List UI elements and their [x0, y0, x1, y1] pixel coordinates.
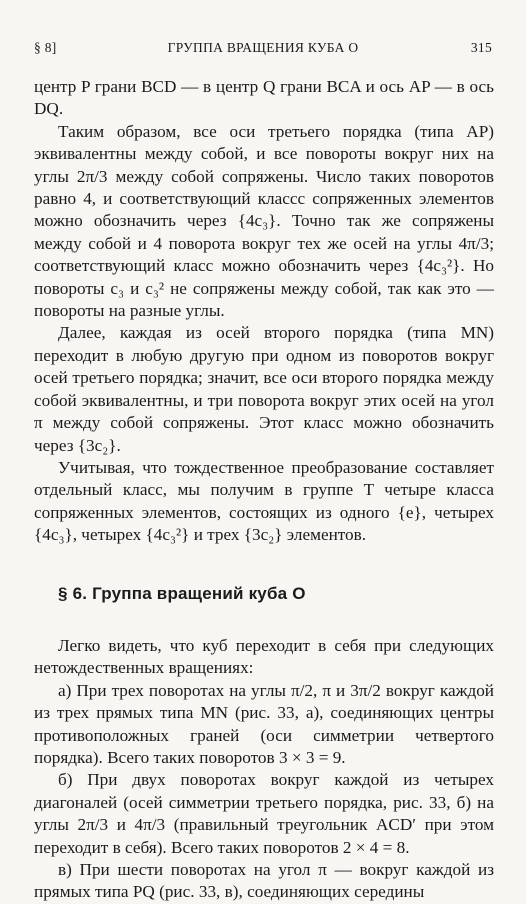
- paragraph-4: Учитывая, что тождественное преобразование составляет отдельный класс, мы получим в группе T четыре класса сопряженных элементов, состоящих из одного {e}, четырех {4c₃}, четырех {4c₃²} и трех {3c₂} элементов.: [34, 457, 494, 545]
- header-section: § 8]: [34, 40, 57, 55]
- section-heading: § 6. Группа вращений куба O: [58, 583, 306, 603]
- running-header: [34, 40, 492, 58]
- paragraph-7: б) При двух поворотах вокруг каждой из четырех диагоналей (осей симметрии третьего порядка, рис. 33, б) на углы 2π/3 и 4π/3 (правильный треугольник ACD′ при этом переходит в себя). Всего таких поворотов 2 × 4 = 8.: [34, 770, 494, 857]
- page-body: [34, 76, 494, 904]
- paragraph-8: в) При шести поворотах на угол π — вокруг каждой из прямых типа PQ (рис. 33, в), соединяющих середины: [34, 860, 494, 902]
- paragraph-2: Таким образом, все оси третьего порядка (типа AP) эквивалентны между собой, и все повороты вокруг них на углы 2π/3 между собой сопряжены. Число таких поворотов равно 4, и соответствующий классс сопряженных элементов можно обозначить через {4c₃}. Точно так же сопряжены между собой и 4 поворота вокруг тех же осей на углы 4π/3; соответствующий класс можно обозначить через {4c₃²}. Но повороты c₃ и c₃² не сопряжены между собой, так как это — повороты на разные углы.: [34, 121, 494, 321]
- page-number: 315: [470, 40, 492, 55]
- paragraph-3: Далее, каждая из осей второго порядка (типа MN) переходит в любую другую при одном из поворотов вокруг осей третьего порядка; значит, все оси второго порядка между собой эквивалентны, и три поворота вокруг этих осей на угол π между собой сопряжены. Этот класс можно обозначить через {3c₂}.: [34, 323, 494, 455]
- paragraph-1: центр P грани BCD — в центр Q грани BCA и ось AP — в ось DQ.: [34, 77, 494, 119]
- header-title: ГРУППА ВРАЩЕНИЯ КУБА O: [167, 40, 359, 55]
- paragraph-6: а) При трех поворотах на углы π/2, π и 3π/2 вокруг каждой из трех прямых типа MN (рис. 33, а), соединяющих центры противоположных граней (оси симметрии четвертого порядка). Всего таких поворотов 3 × 3 = 9.: [34, 680, 494, 767]
- paragraph-5: Легко видеть, что куб переходит в себя при следующих нетождественных вращениях:: [34, 635, 494, 678]
